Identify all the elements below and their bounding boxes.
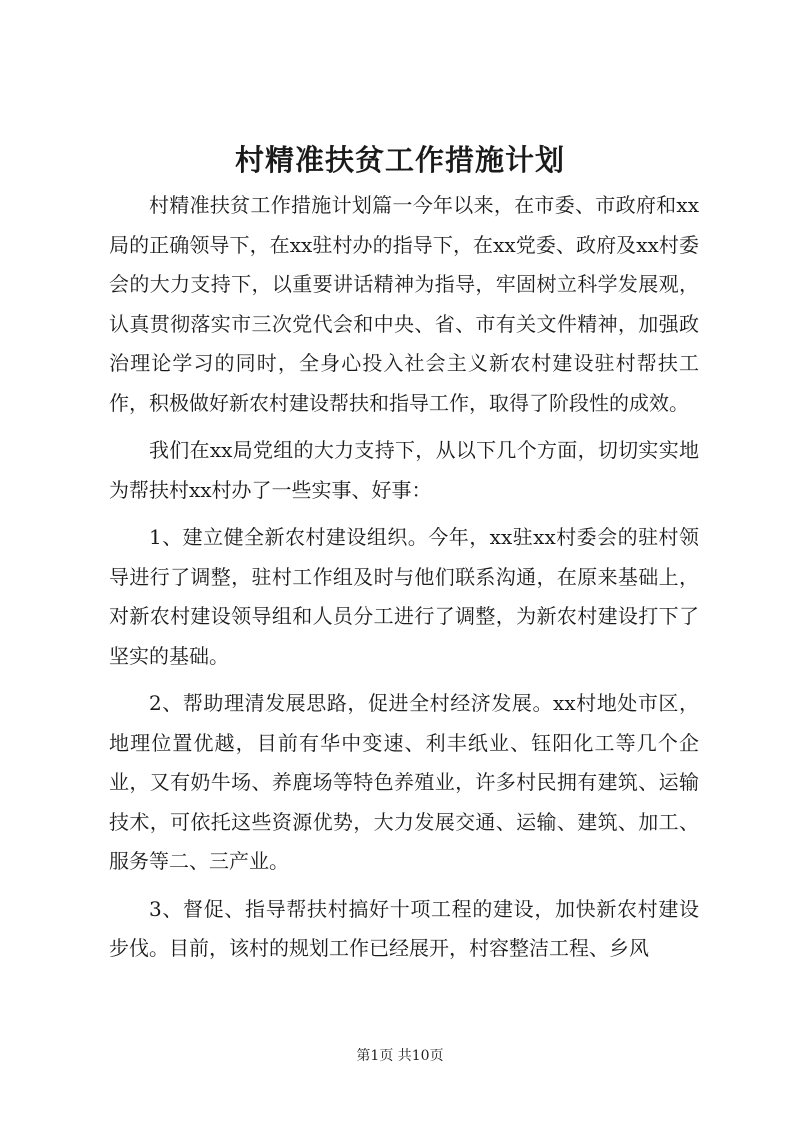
paragraph-3: 1、建立健全新农村建设组织。今年，xx驻xx村委会的驻村领导进行了调整，驻村工作组及时与他们联系沟通，在原来基础上，对新农村建设领导组和人员分工进行了调整，为新农村建设打下了坚实的基础。 <box>109 525 699 668</box>
document-title: 村精准扶贫工作措施计划 <box>234 143 565 177</box>
paragraph-4: 2、帮助理清发展思路，促进全村经济发展。xx村地处市区，地理位置优越，目前有华中变速、利丰纸业、钰阳化工等几个企业，又有奶牛场、养鹿场等特色养殖业，许多村民拥有建筑、运输技术，可依托这些资源优势，大力发展交通、运输、建筑、加工、服务等二、三产业。 <box>109 691 699 873</box>
paragraph-2: 我们在xx局党组的大力支持下，从以下几个方面，切切实实地为帮扶村xx村办了一些实事、好事： <box>109 438 699 502</box>
document-body <box>109 186 699 977</box>
paragraph-1: 村精准扶贫工作措施计划篇一今年以来，在市委、市政府和xx局的正确领导下，在xx驻村办的指导下，在xx党委、政府及xx村委会的大力支持下，以重要讲话精神为指导，牢固树立科学发展观，认真贯彻落实市三次党代会和中央、省、市有关文件精神，加强政治理论学习的同时，全身心投入社会主义新农村建设驻村帮扶工作，积极做好新农村建设帮扶和指导工作，取得了阶段性的成效。 <box>109 193 699 415</box>
page-number-footer: 第1页 共10页 <box>356 1048 444 1064</box>
paragraph-5: 3、督促、指导帮扶村搞好十项工程的建设，加快新农村建设步伐。目前，该村的规划工作已经展开，村容整洁工程、乡风 <box>109 896 699 960</box>
